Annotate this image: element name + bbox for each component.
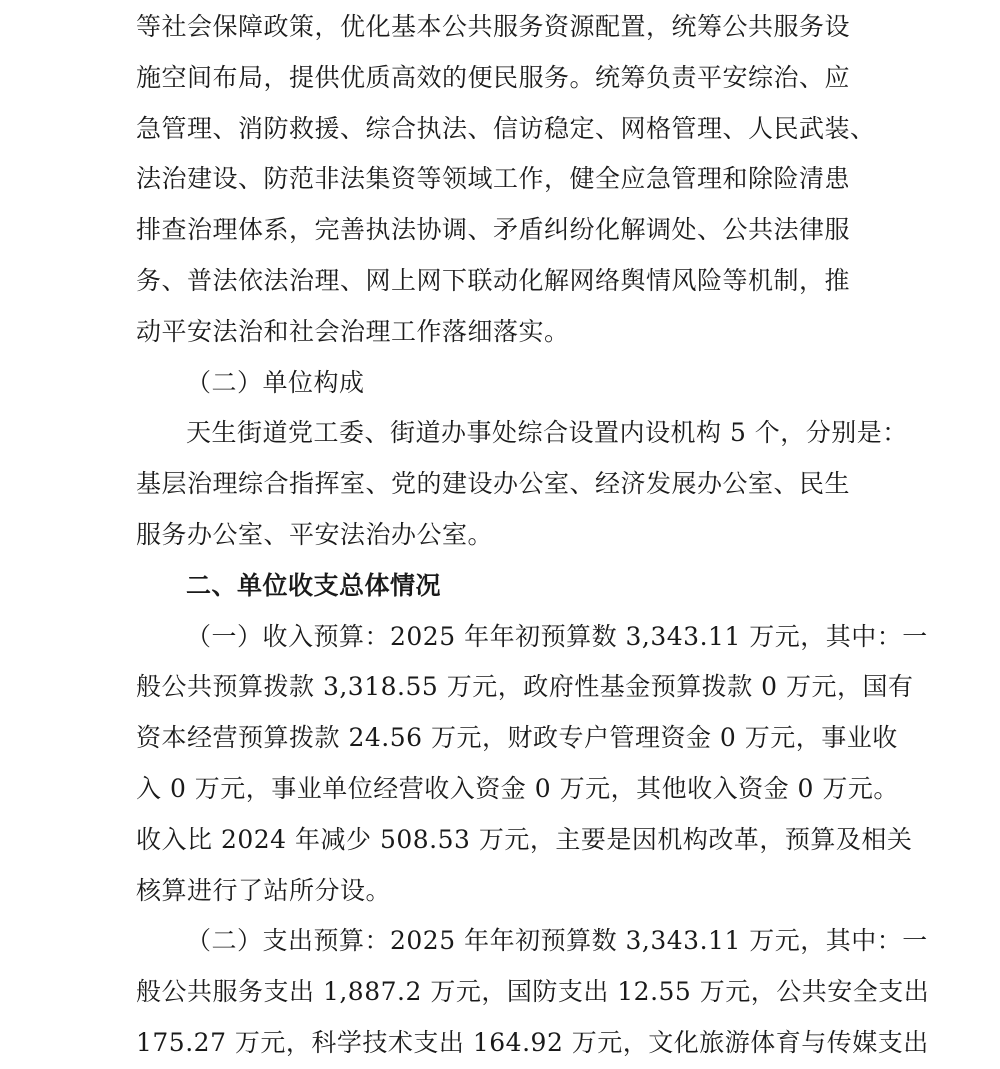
section-heading: 二、单位收支总体情况 [186,570,442,600]
paragraph-line: 法治建设、防范非法集资等领域工作，健全应急管理和除险清患 [136,164,851,194]
paragraph-line: 收入比 2024 年减少 508.53 万元，主要是因机构改革，预算及相关 [136,824,913,854]
paragraph-line: （一）收入预算：2025 年年初预算数 3,343.11 万元，其中：一 [186,621,928,651]
paragraph-line: 施空间布局，提供优质高效的便民服务。统筹负责平安综治、应 [136,62,851,92]
section-subheading: （二）单位构成 [186,367,365,397]
paragraph-line: （二）支出预算：2025 年年初预算数 3,343.11 万元，其中：一 [186,926,928,956]
document-page [136,0,930,1069]
paragraph-line: 务、普法依法治理、网上网下联动化解网络舆情风险等机制，推 [136,265,851,295]
paragraph-line: 入 0 万元，事业单位经营收入资金 0 万元，其他收入资金 0 万元。 [136,773,899,803]
paragraph-line: 服务办公室、平安法治办公室。 [136,519,494,549]
paragraph-line: 等社会保障政策，优化基本公共服务资源配置，统筹公共服务设 [136,12,851,41]
paragraph-line: 基层治理综合指挥室、党的建设办公室、经济发展办公室、民生 [136,469,851,499]
paragraph-line: 般公共服务支出 1,887.2 万元，国防支出 12.55 万元，公共安全支出 [136,977,930,1007]
paragraph-line: 天生街道党工委、街道办事处综合设置内设机构 5 个，分别是： [186,418,908,448]
paragraph-line: 急管理、消防救援、综合执法、信访稳定、网格管理、人民武装、 [136,113,876,143]
paragraph-line: 175.27 万元，科学技术支出 164.92 万元，文化旅游体育与传媒支出 [136,1027,929,1057]
paragraph-line: 般公共预算拨款 3,318.55 万元，政府性基金预算拨款 0 万元，国有 [136,672,914,702]
paragraph-line: 动平安法治和社会治理工作落细落实。 [136,316,570,346]
paragraph-line: 核算进行了站所分设。 [136,875,392,905]
paragraph-line: 资本经营预算拨款 24.56 万元，财政专户管理资金 0 万元，事业收 [136,723,898,753]
paragraph-line: 排查治理体系，完善执法协调、矛盾纠纷化解调处、公共法律服 [136,215,851,245]
